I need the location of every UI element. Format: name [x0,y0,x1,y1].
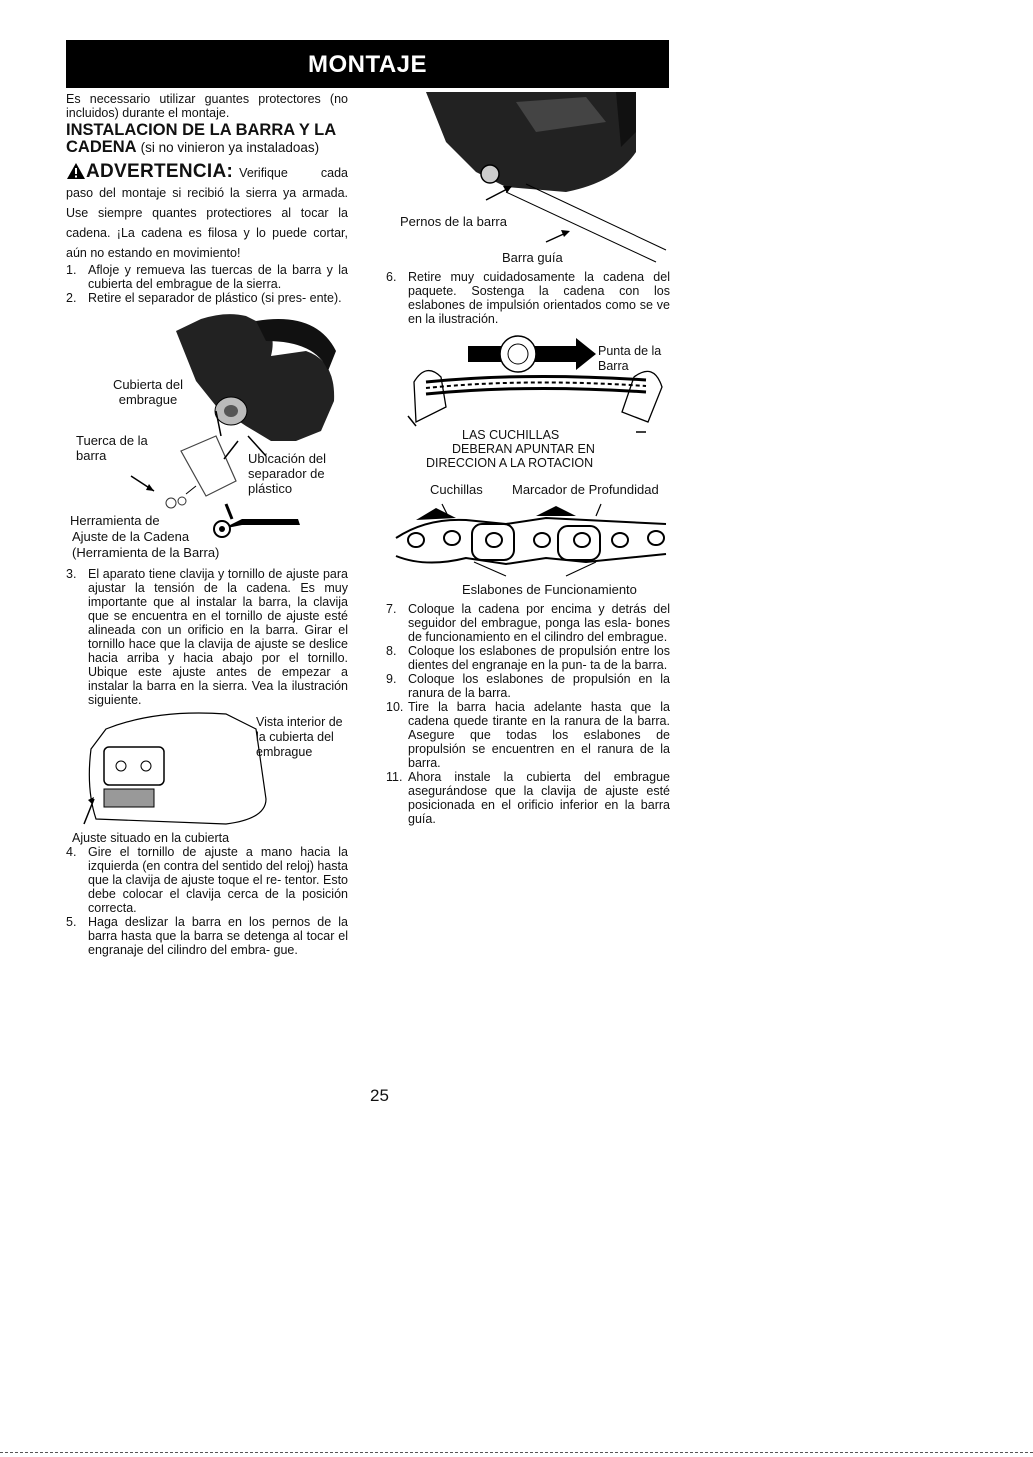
page-number: 25 [370,1086,389,1105]
cuchillas-label: Cuchillas [430,482,483,497]
list-item: 5. Haga deslizar la barra en los pernos de la barra hasta que la barra se detenga al tocar el engranaje del cilindro del embra- gue. [66,915,348,957]
clutch-cover-figure [66,311,348,511]
list-item: 6. Retire muy cuidadosamente la cadena del paquete. Sostenga la cadena con los eslabones de impulsión orientados como se ve en la ilustración. [386,270,670,326]
steps-1-2 [66,263,348,305]
chain-links-illustration [386,498,670,578]
section-heading [66,122,348,156]
list-item: 11. Ahora instale la cubierta del embrague asegurándose que la clavija de ajuste esté posicionada en el orificio inferior en la barra guía. [386,770,670,826]
tool-label-2: Ajuste de la Cadena [72,529,190,544]
list-item: 10. Tire la barra hacia adelante hasta que la cadena quede tirante en la ranura de la barra. Asegure que todas los eslabones de propulsión se encuentren en el ranura de la barra. [386,700,670,770]
barra-guia-label: Barra guía [502,250,563,265]
tool-label-1: Herramienta de [70,513,160,528]
direccion-label: DIRECCION A LA ROTACION [426,456,594,470]
left-column [66,92,348,957]
inner-cover-figure [66,709,348,829]
bar-studs-illustration [386,92,670,268]
section-heading-sub: (si no vinieron ya instaladoas) [140,140,320,155]
list-item: 2. Retire el separador de plástico (si pres- ente). [66,291,342,305]
tool-figure [66,513,348,567]
chain-parts-figure [386,482,670,600]
warning-icon [66,162,86,180]
intro-text: Es necessario utilizar guantes protectores (no incluidos) durante el montaje. [66,92,348,120]
eslabones-label: Eslabones de Funcionamiento [462,582,637,597]
chain-direction-figure [386,332,670,482]
steps-7-11 [386,602,670,826]
steps-4-5 [66,845,348,957]
right-column [386,92,670,826]
ajuste-caption: Ajuste situado en la cubierta [72,831,230,845]
section-heading-text: INSTALACION DE LA BARRA Y LA CADENA [66,121,336,156]
punta-label: Punta de la Barra [598,344,662,373]
ubicacion-label: Ubicación del separador de plástico [248,451,327,496]
step-6 [386,270,670,326]
vista-label: Vista interior de la cubierta del embrague [256,715,343,759]
warning-block [66,162,348,263]
page-banner: MONTAJE [66,40,669,88]
tuerca-label: Tuerca de la barra [76,433,148,463]
bottom-rule [0,1452,1033,1453]
list-item: 7. Coloque la cadena por encima y detrás del seguidor del embrague, ponga las esla- bones de funcionamiento en el cilindro del embrague. [386,602,670,644]
step-3 [66,567,348,707]
pernos-label: Pernos de la barra [400,214,507,229]
list-item: 9. Coloque los eslabones de propulsión en la ranura de la barra. [386,672,670,700]
list-item: 1. Afloje y remueva las tuercas de la barra y la cubierta del embrague de la sierra. [66,263,348,291]
cuchillas-caps-label: LAS CUCHILLAS [462,428,560,442]
wrench-icon [208,499,308,539]
warning-text: Verifique cada paso del montaje si recibió la sierra ya armada. Use siempre quantes protectiores al tocar la cadena. ¡La cadena es filosa y lo puede cortar, aún no estando en movimiento! [66,166,348,260]
list-item: 8. Coloque los eslabones de propulsión entre los dientes del engranaje en la pun- ta de la barra. [386,644,670,672]
list-item: 3. El aparato tiene clavija y tornillo de ajuste para ajustar la tensión de la cadena. Es muy importante que al instalar la barra, la clavija que se encuentra en el tornillo de ajuste esté alineada con un orificio en la barra. Girar el tornillo hace que la clavija de ajuste se deslice hacia arriba y hacia abajo por el tornillo. Ubique este ajuste antes de empezar a instalar la barra en la sierra. Vea la ilustración siguiente. [66,567,348,707]
cubierta-label: Cubierta del embrague [112,377,184,407]
warning-title: ADVERTENCIA: [86,161,234,182]
deberan-label: DEBERAN APUNTAR EN [452,442,595,456]
list-item: 4. Gire el tornillo de ajuste a mano hacia la izquierda (en contra del sentido del reloj) hasta que la clavija de ajuste toque el re- tentor. Esto debe colocar el clavija cerca de la posición correcta. [66,845,348,915]
marcador-label: Marcador de Profundidad [512,482,659,497]
bar-figure [386,92,670,268]
tool-label-3: (Herramienta de la Barra) [72,545,220,560]
